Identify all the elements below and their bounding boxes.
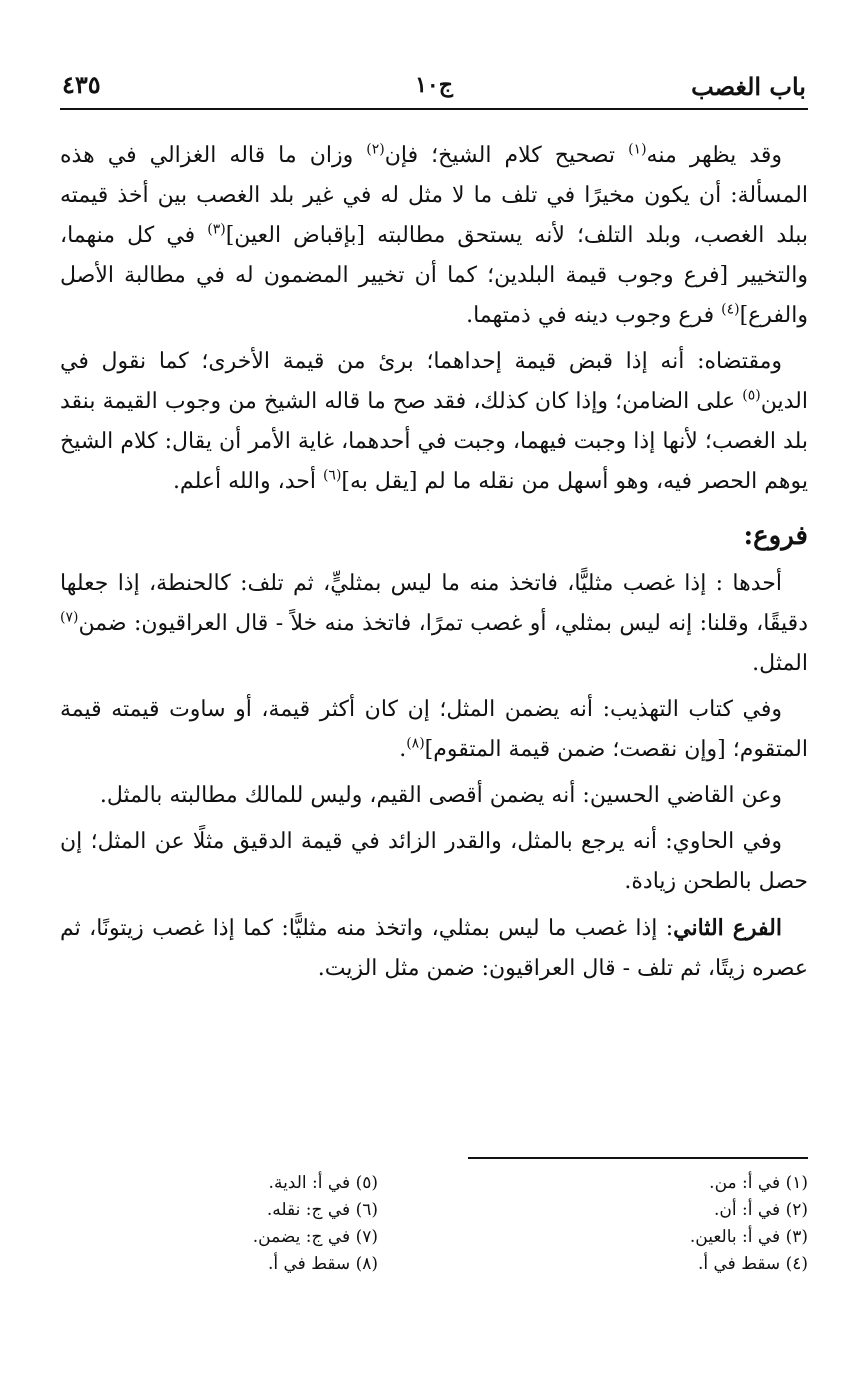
text-run: ومقتضاه: أنه إذا قبض قيمة إحداهما؛ برئ من قيمة الأخرى؛ كما نقول في الدين [60,349,808,414]
text-run: على الضامن؛ وإذا كان كذلك، فقد صح ما قاله الشيخ من وجوب القيمة بنقد بلد الغصب؛ لأنها إذا وجبت فيهما، وجبت في أحدهما، غاية الأمر أن يقال: كلام الشيخ يوهم الحصر فيه، وهو أسهل من نقله ما لم [يقل به] [60,389,808,494]
footnote-item: (٢) في أ: أن. [714,1200,808,1220]
paragraph-5: وعن القاضي الحسين: أنه يضمن أقصى القيم، وليس للمالك مطالبته بالمثل. [99,783,782,808]
paragraph-1 [60,136,808,336]
text-run: . [399,737,407,762]
text-run: فرع وجوب دينه في ذمتهما. [466,303,722,328]
footnote-rule [468,1157,808,1159]
footnote-column-right [448,1170,808,1278]
text-run: في كل منهما، والتخيير [فرع وجوب قيمة البلدين؛ كما أن تخيير المضمون له في مطالبة الأصل والفرع] [60,223,808,328]
header-rule [60,108,808,110]
branch-lead: الفرع الثاني [673,915,782,941]
footnote-ref[interactable]: (٨) [406,735,425,752]
main-text [60,136,808,995]
footnote-item: (٥) في أ: الدية. [268,1173,378,1193]
section-heading: فروع: [743,521,808,551]
footnote-item: (٤) سقط في أ. [697,1254,808,1274]
footnote-ref[interactable]: (٣) [207,221,226,238]
text-run: المثل. [752,651,808,676]
footnote-ref[interactable]: (٤) [721,301,740,318]
text-run: وزان ما قاله الغزالي في هذه المسألة: أن يكون مخيرًا في تلف ما لا مثل له في غير بلد الغصب بين أخذ قيمته ببلد الغصب، وبلد التلف؛ لأنه يستحق مطالبته [بإقباض العين] [60,143,808,248]
footnote-ref[interactable]: (٦) [322,467,342,484]
footnote-item: (٨) سقط في أ. [267,1254,378,1274]
footnote-ref[interactable]: (٧) [60,609,79,626]
footnote-item: (١) في أ: من. [709,1173,808,1193]
paragraph-2 [60,342,808,502]
text-run: وقد يظهر منه [646,143,783,168]
footnote-item: (٣) في أ: بالعين. [689,1227,808,1247]
paragraph-6: وفي الحاوي: أنه يرجع بالمثل، والقدر الزائد في قيمة الدقيق مثلًا عن المثل؛ إن حصل بالطحن زيادة. [60,829,808,894]
paragraph-7 [60,908,808,989]
text-run: أحد، والله أعلم. [172,469,323,494]
footnote-item: (٧) في ج: يضمن. [252,1227,378,1247]
text-run: تصحيح كلام الشيخ؛ فإن [384,143,629,168]
paragraph-3 [60,564,808,684]
text-run: أحدها : إذا غصب مثليًّا، فاتخذ منه ما ليس بمثليٍّ، ثم تلف: كالحنطة، إذا جعلها دقيقًا، وقلنا: إنه ليس بمثلي، أو غصب تمرًا، فاتخذ منه خلاً - قال العراقيون: ضمن [60,571,808,636]
footnote-item: (٦) في ج: نقله. [266,1200,378,1220]
running-header [62,68,806,108]
volume-label: ج١٠ [415,72,453,98]
footnote-ref[interactable]: (٥) [742,387,761,404]
text-run: : إذا غصب ما ليس بمثلي، واتخذ منه مثليًّا: كما إذا غصب زيتونًا، ثم عصره زيتًا، ثم تلف - قال العراقيون: ضمن مثل الزيت. [60,916,808,981]
footnote-ref[interactable]: (١) [628,141,647,158]
paragraph-4 [60,690,808,770]
text-run: وفي كتاب التهذيب: أنه يضمن المثل؛ إن كان أكثر قيمة، أو ساوت قيمته قيمة المتقوم؛ [وإن نقصت؛ ضمن قيمة المتقوم] [60,697,808,762]
footnote-column-left [18,1170,378,1278]
page-number: ٤٣٥ [62,70,101,99]
chapter-title: باب الغصب [691,72,806,101]
footnote-ref[interactable]: (٢) [366,141,385,158]
